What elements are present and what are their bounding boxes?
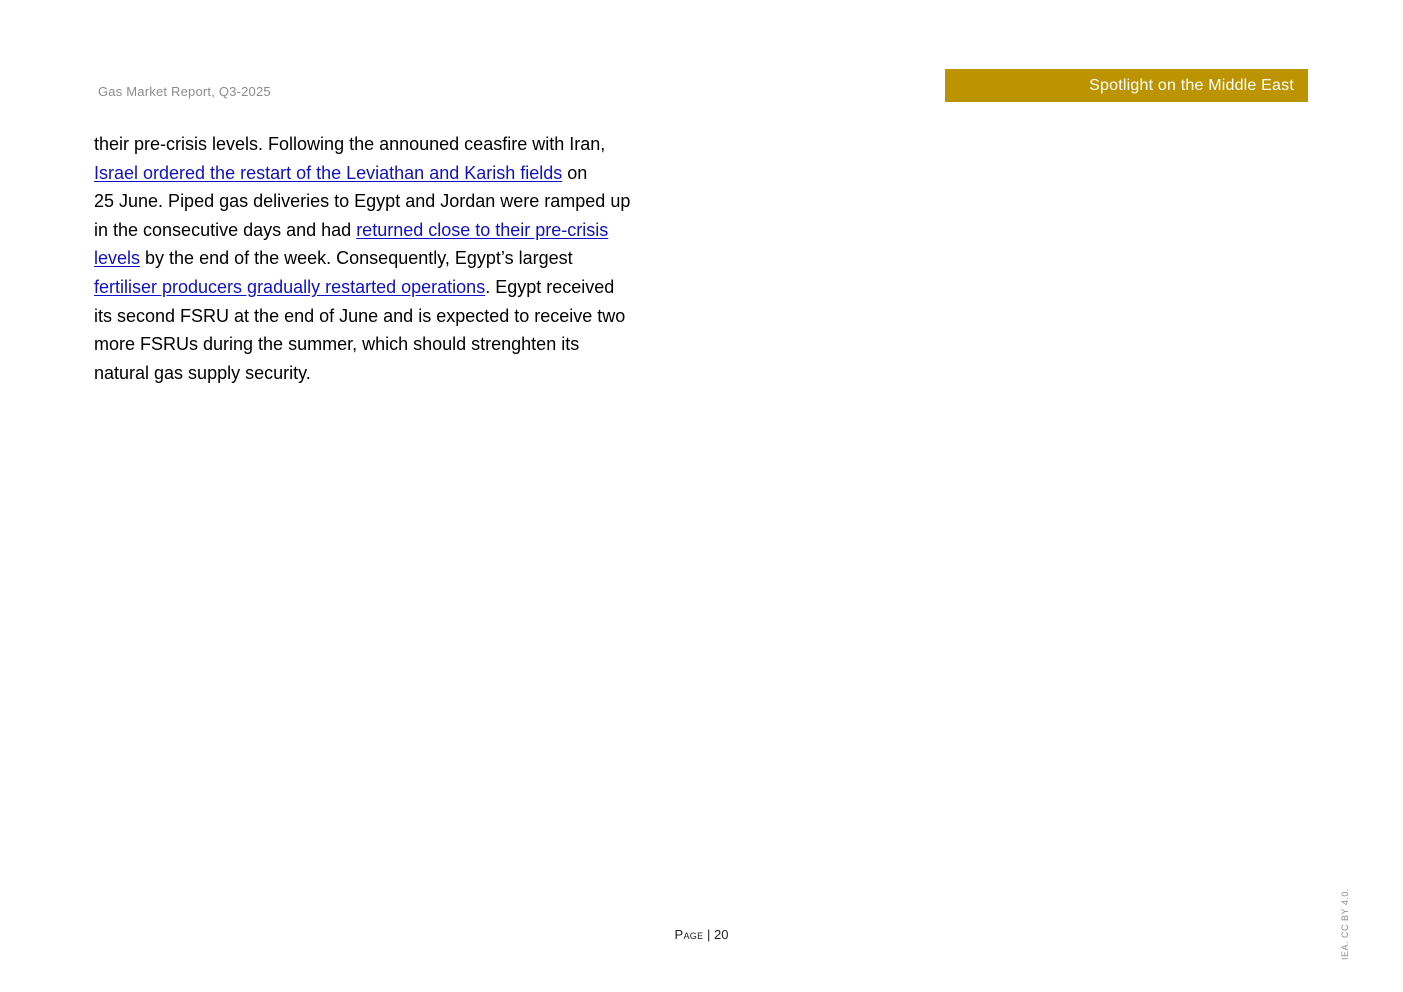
text-line	[94, 216, 694, 245]
link-fertiliser-producers[interactable]: fertiliser producers gradually restarted operations	[94, 276, 486, 297]
link-leviathan-karish-restart[interactable]: Israel ordered the restart of the Leviathan and Karish fields	[94, 162, 563, 183]
text-line	[94, 330, 694, 359]
section-title: Spotlight on the Middle East	[1089, 76, 1294, 94]
text-segment: by the end of the week. Consequently, Egypt’s largest	[140, 248, 573, 269]
link-returned-pre-crisis-levels[interactable]: returned close to their pre-crisis	[356, 219, 609, 240]
text-segment: their pre-crisis levels. Following the announed ceasfire with Iran,	[94, 134, 606, 154]
text-line	[94, 302, 694, 331]
text-segment: . Egypt received	[485, 276, 615, 297]
text-segment: its second FSRU at the end of June and is expected to receive two	[94, 305, 626, 326]
report-title: Gas Market Report, Q3-2025	[98, 84, 271, 99]
page-label: Page	[674, 927, 704, 942]
text-line	[94, 187, 694, 216]
link-returned-pre-crisis-levels-cont[interactable]: levels	[94, 248, 141, 269]
text-line	[94, 273, 694, 302]
text-segment: in the consecutive days and had	[94, 219, 357, 240]
section-banner	[945, 69, 1308, 102]
text-line	[94, 130, 694, 159]
page-number: 20	[714, 927, 729, 942]
text-segment: more FSRUs during the summer, which should strenghten its	[94, 334, 580, 355]
page-separator: |	[703, 927, 715, 942]
text-segment: 25 June. Piped gas deliveries to Egypt and Jordan were ramped up	[94, 191, 631, 212]
body-paragraph	[94, 130, 694, 387]
text-segment: on	[562, 162, 588, 183]
text-segment: natural gas supply security.	[94, 362, 311, 383]
text-line	[94, 159, 694, 188]
license-note: IEA. CC BY 4.0.	[1340, 888, 1350, 960]
text-line	[94, 359, 694, 388]
page-footer	[0, 927, 1403, 942]
text-line	[94, 244, 694, 273]
